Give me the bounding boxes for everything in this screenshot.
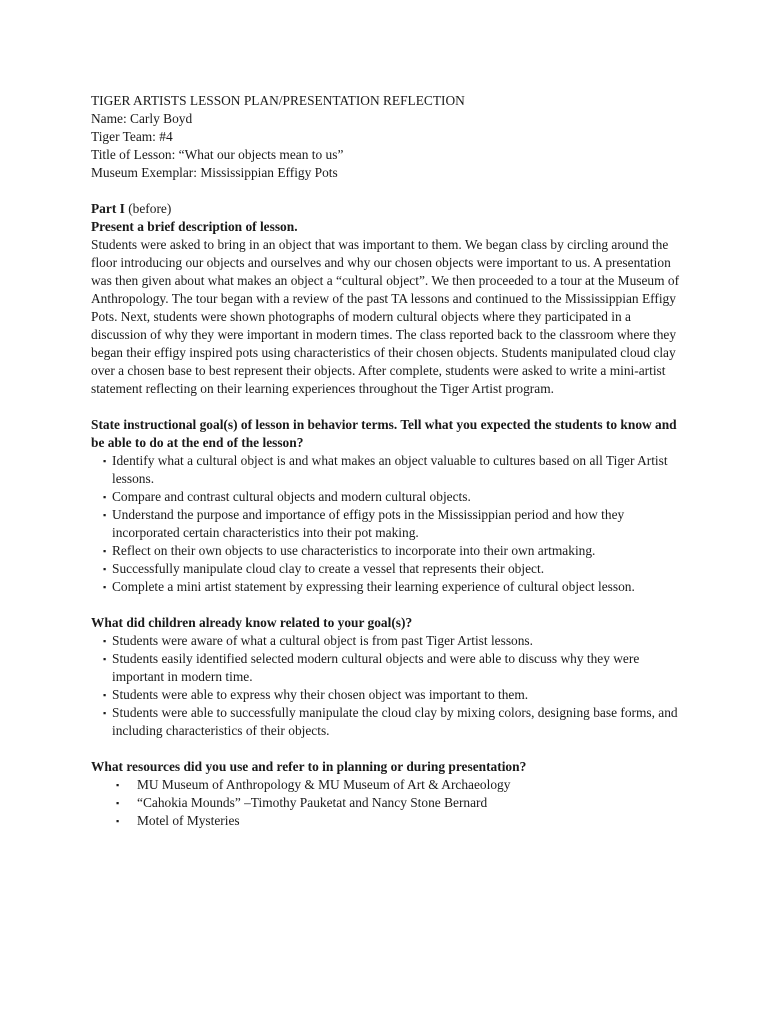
bullet-icon: ▪ bbox=[103, 564, 107, 574]
goals-heading: State instructional goal(s) of lesson in behavior terms. Tell what you expected the students to know and be able to do at the end of the lesson? bbox=[91, 417, 677, 450]
museum-exemplar: Museum Exemplar: Mississippian Effigy Pots bbox=[91, 165, 338, 180]
bullet-icon: ▪ bbox=[103, 492, 107, 502]
lesson-title: Title of Lesson: “What our objects mean to us” bbox=[91, 147, 344, 162]
list-item bbox=[91, 650, 681, 686]
list-item bbox=[91, 686, 681, 704]
list-item bbox=[91, 812, 681, 830]
document-page bbox=[91, 92, 681, 830]
part-label-bold: Part I bbox=[91, 201, 125, 216]
bullet-icon: ▪ bbox=[103, 546, 107, 556]
list-item bbox=[91, 704, 681, 740]
list-item-text: “Cahokia Mounds” –Timothy Pauketat and Nancy Stone Bernard bbox=[137, 795, 488, 810]
bullet-icon: ▪ bbox=[103, 708, 107, 718]
list-item bbox=[91, 632, 681, 650]
tiger-team: Tiger Team: #4 bbox=[91, 129, 173, 144]
list-item-text: MU Museum of Anthropology & MU Museum of Art & Archaeology bbox=[137, 777, 511, 792]
lesson-description: Students were asked to bring in an object that was important to them. We began class by circling around the floor introducing our objects and ourselves and why our chosen objects were important to us. A presentation was then given about what makes an object a “cultural object”. We then proceeded to a tour at the Museum of Anthropology. The tour began with a review of the past TA lessons and continued to the Mississippian Effigy Pots. Next, students were shown photographs of modern cultural objects where they participated in a discussion of why they were important in modern times. The class reported back to the classroom where they began their effigy inspired pots using characteristics of their chosen objects. Students manipulated cloud clay over a chosen base to best represent their objects. After complete, students were asked to write a mini-artist statement reflecting on their learning experiences throughout the Tiger Artist program. bbox=[91, 237, 680, 396]
bullet-icon: ▪ bbox=[116, 816, 120, 826]
list-item bbox=[91, 506, 681, 542]
bullet-icon: ▪ bbox=[116, 780, 120, 790]
list-item-text: Reflect on their own objects to use characteristics to incorporate into their own artmaking. bbox=[112, 543, 596, 558]
list-item-text: Compare and contrast cultural objects and modern cultural objects. bbox=[112, 489, 471, 504]
list-item-text: Identify what a cultural object is and what makes an object valuable to cultures based on all Tiger Artist lessons. bbox=[112, 453, 668, 486]
list-item bbox=[91, 560, 681, 578]
document-title: TIGER ARTISTS LESSON PLAN/PRESENTATION REFLECTION bbox=[91, 93, 465, 108]
bullet-icon: ▪ bbox=[103, 510, 107, 520]
prior-knowledge-heading: What did children already know related to your goal(s)? bbox=[91, 615, 413, 630]
list-item-text: Successfully manipulate cloud clay to create a vessel that represents their object. bbox=[112, 561, 545, 576]
list-item bbox=[91, 542, 681, 560]
bullet-icon: ▪ bbox=[103, 456, 107, 466]
author-name: Name: Carly Boyd bbox=[91, 111, 193, 126]
list-item-text: Students were able to successfully manipulate the cloud clay by mixing colors, designing base forms, and including characteristics of their objects. bbox=[112, 705, 678, 738]
bullet-icon: ▪ bbox=[103, 636, 107, 646]
part-label bbox=[91, 200, 681, 218]
list-item-text: Understand the purpose and importance of effigy pots in the Mississippian period and how they incorporated certain characteristics into their pot making. bbox=[112, 507, 625, 540]
list-item-text: Motel of Mysteries bbox=[137, 813, 240, 828]
resources-list bbox=[91, 776, 681, 830]
list-item-text: Students were aware of what a cultural object is from past Tiger Artist lessons. bbox=[112, 633, 533, 648]
part-label-suffix: (before) bbox=[124, 201, 172, 216]
bullet-icon: ▪ bbox=[103, 582, 107, 592]
list-item bbox=[91, 794, 681, 812]
list-item bbox=[91, 452, 681, 488]
list-item bbox=[91, 776, 681, 794]
bullet-icon: ▪ bbox=[103, 654, 107, 664]
goals-list bbox=[91, 452, 681, 596]
list-item-text: Students were able to express why their chosen object was important to them. bbox=[112, 687, 529, 702]
resources-heading: What resources did you use and refer to in planning or during presentation? bbox=[91, 759, 527, 774]
list-item bbox=[91, 488, 681, 506]
list-item-text: Complete a mini artist statement by expressing their learning experience of cultural object lesson. bbox=[112, 579, 635, 594]
list-item-text: Students easily identified selected modern cultural objects and were able to discuss why they were important in modern time. bbox=[112, 651, 640, 684]
bullet-icon: ▪ bbox=[103, 690, 107, 700]
prior-knowledge-list bbox=[91, 632, 681, 740]
bullet-icon: ▪ bbox=[116, 798, 120, 808]
description-heading: Present a brief description of lesson. bbox=[91, 219, 298, 234]
list-item bbox=[91, 578, 681, 596]
